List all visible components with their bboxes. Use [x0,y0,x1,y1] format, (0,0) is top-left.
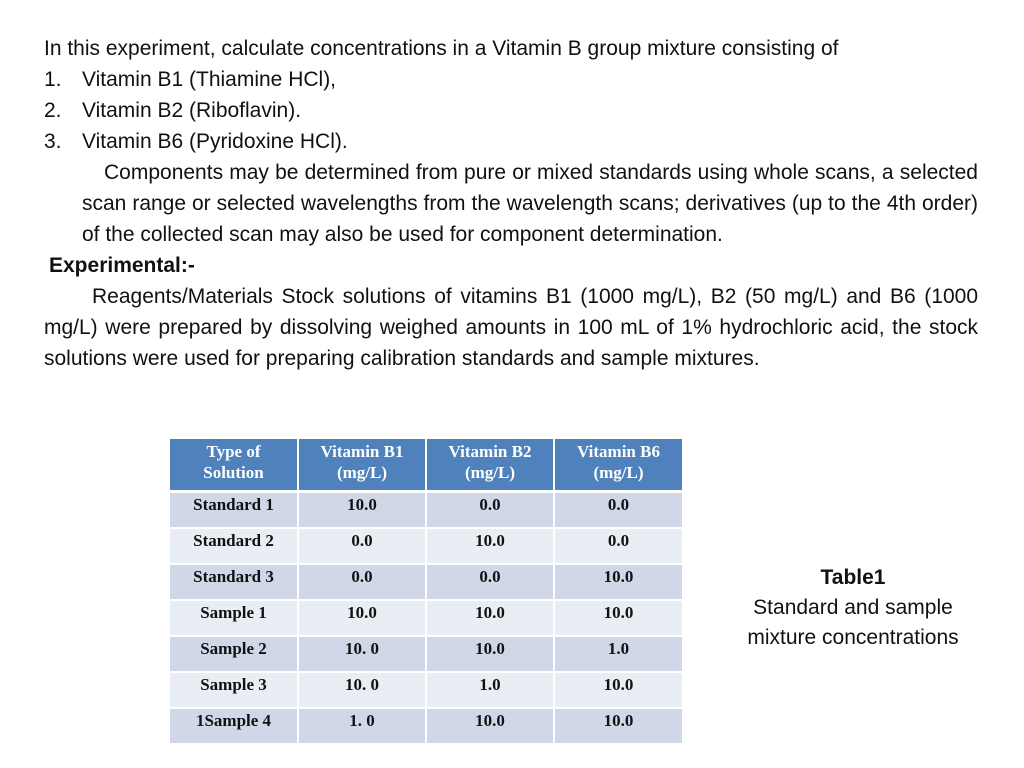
header-vitamin-b6: Vitamin B6 (mg/L) [554,439,682,492]
cell-b6: 10.0 [554,564,682,600]
cell-b6: 10.0 [554,672,682,708]
cell-solution: Sample 1 [170,600,298,636]
reagents-paragraph: Reagents/Materials Stock solutions of vitamins B1 (1000 mg/L), B2 (50 mg/L) and B6 (1000 mg/L) were prepared by dissolving weighed amounts in 100 mL of 1% hydrochloric acid, the stock solutions were used for preparing calibration standards and sample mixtures. [44,285,978,370]
header-vitamin-b2: Vitamin B2 (mg/L) [426,439,554,492]
list-text: Vitamin B2 (Riboflavin). [82,99,302,122]
cell-b2: 10.0 [426,708,554,744]
table-row [170,564,682,600]
cell-solution: Standard 2 [170,528,298,564]
list-number: 2. [44,99,62,122]
table-row [170,600,682,636]
cell-solution: Standard 3 [170,564,298,600]
cell-b1: 0.0 [298,564,426,600]
list-item-vitamin-b1 [44,64,978,95]
concentration-table [170,439,682,745]
cell-b2: 1.0 [426,672,554,708]
components-paragraph: Components may be determined from pure or mixed standards using whole scans, a selected scan range or selected wavelengths from the wavelength scans; derivatives (up to the 4th order) of the collected scan may also be used for component determination. [82,161,978,246]
cell-b1: 1. 0 [298,708,426,744]
table-row [170,672,682,708]
cell-b1: 0.0 [298,528,426,564]
list-item-vitamin-b2 [44,95,978,126]
cell-b6: 10.0 [554,600,682,636]
document-body [44,33,978,374]
cell-b6: 1.0 [554,636,682,672]
cell-b1: 10.0 [298,492,426,529]
table-row [170,636,682,672]
table-caption [724,563,982,653]
experimental-heading: Experimental:- [49,254,195,277]
list-number: 3. [44,130,62,153]
caption-line: Standard and sample [753,596,953,619]
list-text: Vitamin B6 (Pyridoxine HCl). [82,130,348,153]
cell-b1: 10. 0 [298,636,426,672]
cell-b6: 10.0 [554,708,682,744]
cell-b2: 0.0 [426,564,554,600]
cell-solution: Sample 2 [170,636,298,672]
list-text: Vitamin B1 (Thiamine HCl), [82,68,337,91]
cell-b6: 0.0 [554,492,682,529]
cell-b1: 10.0 [298,600,426,636]
cell-b6: 0.0 [554,528,682,564]
caption-title: Table1 [820,566,886,589]
cell-b2: 10.0 [426,600,554,636]
list-item-vitamin-b6 [44,126,978,157]
table-row [170,492,682,529]
cell-solution: Sample 3 [170,672,298,708]
cell-b2: 0.0 [426,492,554,529]
cell-b1: 10. 0 [298,672,426,708]
cell-b2: 10.0 [426,636,554,672]
header-vitamin-b1: Vitamin B1 (mg/L) [298,439,426,492]
cell-solution: Standard 1 [170,492,298,529]
cell-b2: 10.0 [426,528,554,564]
caption-line: mixture concentrations [747,626,959,649]
header-type-of-solution: Type of Solution [170,439,298,492]
list-number: 1. [44,68,62,91]
cell-solution: 1Sample 4 [170,708,298,744]
table-header-row [170,439,682,492]
table-row [170,528,682,564]
intro-text: In this experiment, calculate concentrations in a Vitamin B group mixture consisting of [44,37,839,60]
table-row [170,708,682,744]
